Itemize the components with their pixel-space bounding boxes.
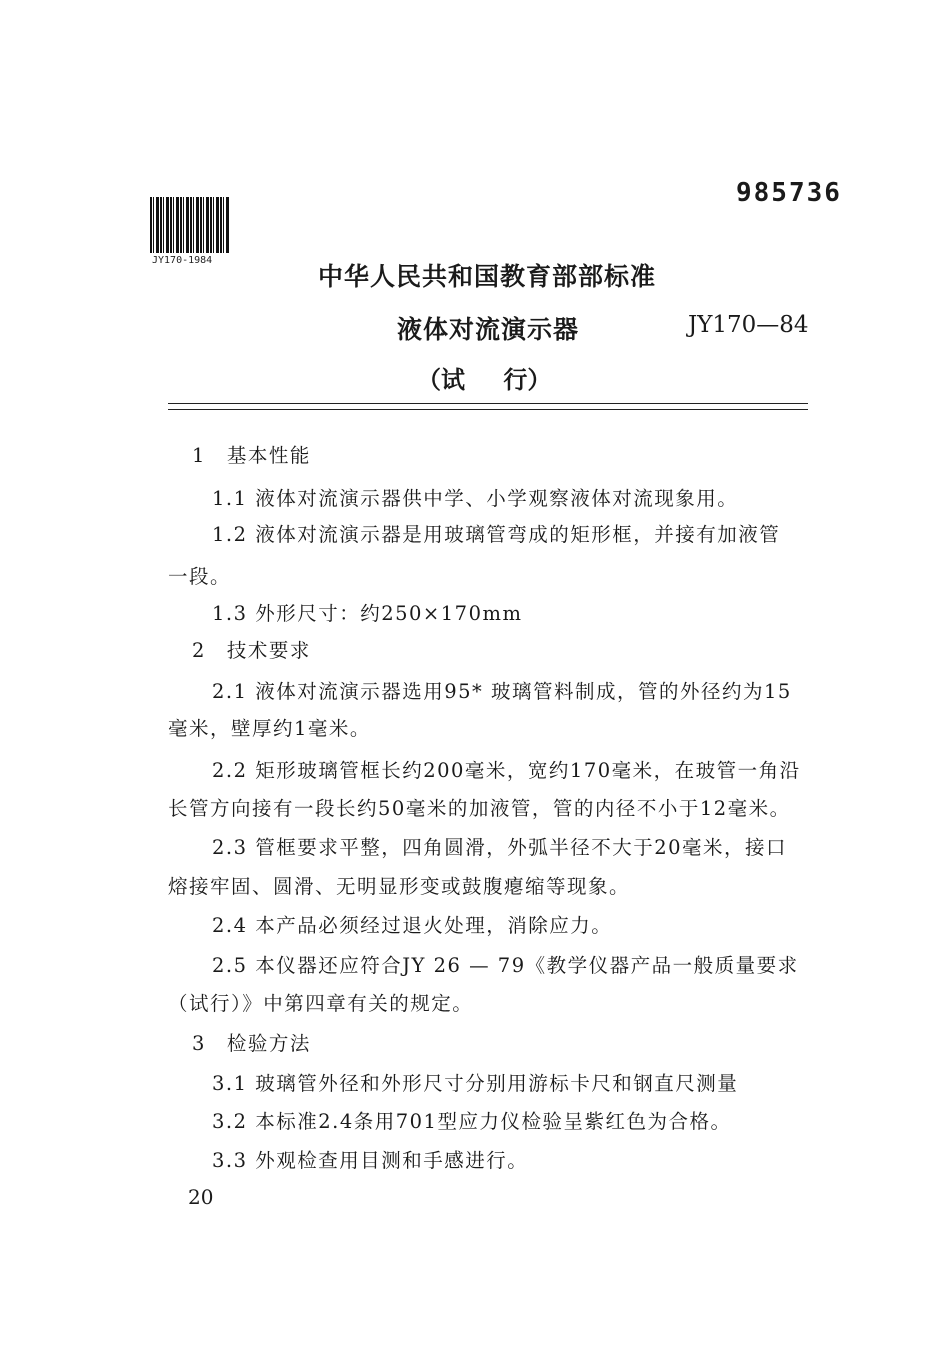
body-line: 一段。	[168, 565, 232, 588]
product-title: 液体对流演示器	[397, 315, 580, 344]
section-heading: 3 检验方法	[192, 1032, 311, 1055]
trial-status: （试 行）	[417, 365, 552, 394]
body-line: 3.1 玻璃管外径和外形尺寸分别用游标卡尺和钢直尺测量	[212, 1072, 739, 1095]
body-line: 2.5 本仪器还应符合JY 26 — 79《教学仪器产品一般质量要求	[212, 954, 799, 977]
body-line: 1.2 液体对流演示器是用玻璃管弯成的矩形框，并接有加液管	[212, 523, 781, 546]
body-line: 1.3 外形尺寸：约250×170mm	[212, 602, 523, 625]
body-line: 2.1 液体对流演示器选用95* 玻璃管料制成，管的外径约为15	[212, 680, 792, 703]
body-line: 2.2 矩形玻璃管框长约200毫米，宽约170毫米，在玻管一角沿	[212, 759, 801, 782]
page-number: 20	[188, 1185, 214, 1209]
barcode-bars	[150, 197, 230, 253]
body-line: （试行）》中第四章有关的规定。	[168, 992, 474, 1015]
header-rule-top	[168, 403, 808, 404]
section-heading: 2 技术要求	[192, 639, 311, 662]
header-rule-bottom	[168, 409, 808, 410]
body-line: 毫米，壁厚约1毫米。	[168, 717, 371, 740]
body-line: 熔接牢固、圆滑、无明显形变或鼓腹瘪缩等现象。	[168, 875, 631, 898]
section-heading: 1 基本性能	[192, 444, 311, 467]
body-line: 1.1 液体对流演示器供中学、小学观察液体对流现象用。	[212, 487, 739, 510]
standard-title: 中华人民共和国教育部部标准	[318, 262, 657, 291]
body-line: 3.3 外观检查用目测和手感进行。	[212, 1149, 529, 1172]
barcode	[150, 197, 232, 269]
body-line: 长管方向接有一段长约50毫米的加液管，管的内径不小于12毫米。	[168, 797, 791, 820]
barcode-label: JY170-1984	[152, 255, 213, 266]
body-line: 2.3 管框要求平整，四角圆滑，外弧半径不大于20毫米，接口	[212, 836, 788, 859]
body-line: 2.4 本产品必须经过退火处理，消除应力。	[212, 914, 613, 937]
document-number: 985736	[736, 178, 842, 208]
body-line: 3.2 本标准2.4条用701型应力仪检验呈紫红色为合格。	[212, 1110, 732, 1133]
standard-code: JY170—84	[688, 312, 809, 338]
